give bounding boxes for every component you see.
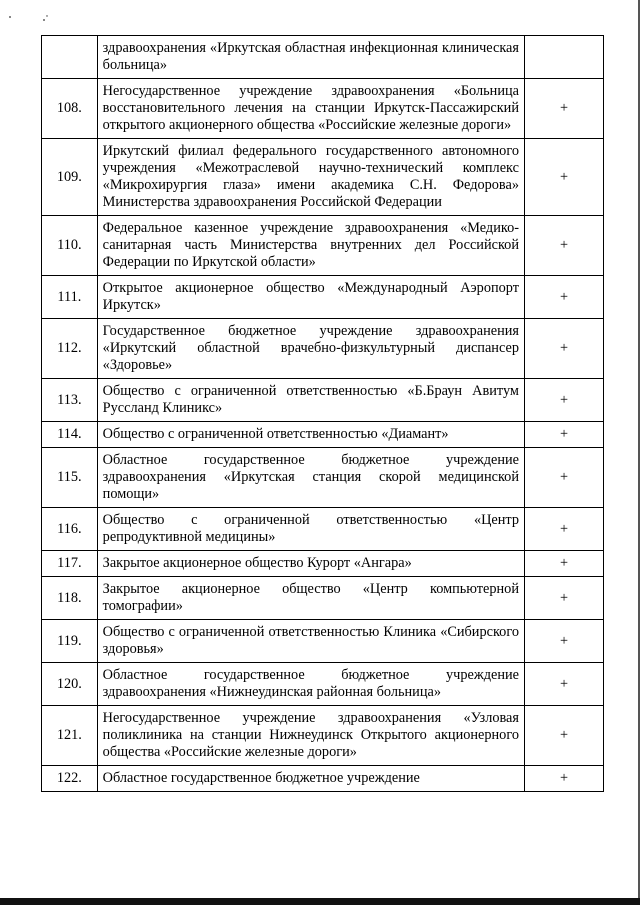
- row-number: 113.: [42, 379, 98, 422]
- inclusion-mark: +: [524, 422, 603, 448]
- organization-name: Областное государственное бюджетное учреждение здравоохранения «Нижнеудинская районная больница»: [97, 663, 524, 706]
- inclusion-mark: +: [524, 551, 603, 577]
- table-row: [42, 663, 604, 706]
- row-number: 116.: [42, 508, 98, 551]
- row-number: 121.: [42, 706, 98, 766]
- table-row: [42, 766, 604, 792]
- table-row: [42, 319, 604, 379]
- row-number: 117.: [42, 551, 98, 577]
- row-number: 122.: [42, 766, 98, 792]
- row-number: 118.: [42, 577, 98, 620]
- inclusion-mark: +: [524, 706, 603, 766]
- inclusion-mark: +: [524, 139, 603, 216]
- organization-name: Общество с ограниченной ответственностью «Диамант»: [97, 422, 524, 448]
- row-number: 111.: [42, 276, 98, 319]
- inclusion-mark: +: [524, 319, 603, 379]
- table-row: [42, 36, 604, 79]
- inclusion-mark: +: [524, 379, 603, 422]
- organization-name: Закрытое акционерное общество «Центр компьютерной томографии»: [97, 577, 524, 620]
- row-number: [42, 36, 98, 79]
- row-number: 108.: [42, 79, 98, 139]
- row-number: 109.: [42, 139, 98, 216]
- organization-name: Общество с ограниченной ответственностью «Центр репродуктивной медицины»: [97, 508, 524, 551]
- organization-name: Федеральное казенное учреждение здравоохранения «Медико-санитарная часть Министерства внутренних дел Российской Федерации по Иркутской области»: [97, 216, 524, 276]
- inclusion-mark: +: [524, 216, 603, 276]
- inclusion-mark: +: [524, 79, 603, 139]
- row-number: 115.: [42, 448, 98, 508]
- organization-name: Областное государственное бюджетное учреждение здравоохранения «Иркутская станция скорой медицинской помощи»: [97, 448, 524, 508]
- organization-name: Общество с ограниченной ответственностью Клиника «Сибирского здоровья»: [97, 620, 524, 663]
- table-row: [42, 422, 604, 448]
- inclusion-mark: [524, 36, 603, 79]
- row-number: 120.: [42, 663, 98, 706]
- organization-name: Открытое акционерное общество «Международный Аэропорт Иркутск»: [97, 276, 524, 319]
- table-row: [42, 276, 604, 319]
- row-number: 119.: [42, 620, 98, 663]
- row-number: 112.: [42, 319, 98, 379]
- organization-name: Общество с ограниченной ответственностью «Б.Браун Авитум Руссланд Клиникс»: [97, 379, 524, 422]
- table-row: [42, 706, 604, 766]
- scan-bottom-edge: [0, 898, 640, 905]
- scan-specks: [8, 10, 48, 30]
- inclusion-mark: +: [524, 276, 603, 319]
- organization-name: Государственное бюджетное учреждение здравоохранения «Иркутский областной врачебно-физкультурный диспансер «Здоровье»: [97, 319, 524, 379]
- row-number: 110.: [42, 216, 98, 276]
- organization-name: Негосударственное учреждение здравоохранения «Больница восстановительного лечения на станции Иркутск-Пассажирский открытого акционерного общества «Российские железные дороги»: [97, 79, 524, 139]
- organization-name: здравоохранения «Иркутская областная инфекционная клиническая больница»: [97, 36, 524, 79]
- inclusion-mark: +: [524, 508, 603, 551]
- registry-table: [41, 35, 604, 792]
- inclusion-mark: +: [524, 577, 603, 620]
- table-row: [42, 508, 604, 551]
- inclusion-mark: +: [524, 766, 603, 792]
- organization-name: Негосударственное учреждение здравоохранения «Узловая поликлиника на станции Нижнеудинск Открытого акционерного общества «Российские железные дороги»: [97, 706, 524, 766]
- table-row: [42, 379, 604, 422]
- table-row: [42, 216, 604, 276]
- organization-name: Иркутский филиал федерального государственного автономного учреждения «Межотраслевой научно-технический комплекс «Микрохирургия глаза» имени академика С.Н. Федорова» Министерства здравоохранения Российской Федерации: [97, 139, 524, 216]
- table-row: [42, 79, 604, 139]
- inclusion-mark: +: [524, 663, 603, 706]
- inclusion-mark: +: [524, 620, 603, 663]
- row-number: 114.: [42, 422, 98, 448]
- table-row: [42, 620, 604, 663]
- table-row: [42, 551, 604, 577]
- table-row: [42, 139, 604, 216]
- table-row: [42, 577, 604, 620]
- organization-name: Закрытое акционерное общество Курорт «Ангара»: [97, 551, 524, 577]
- table-row: [42, 448, 604, 508]
- inclusion-mark: +: [524, 448, 603, 508]
- organization-name: Областное государственное бюджетное учреждение: [97, 766, 524, 792]
